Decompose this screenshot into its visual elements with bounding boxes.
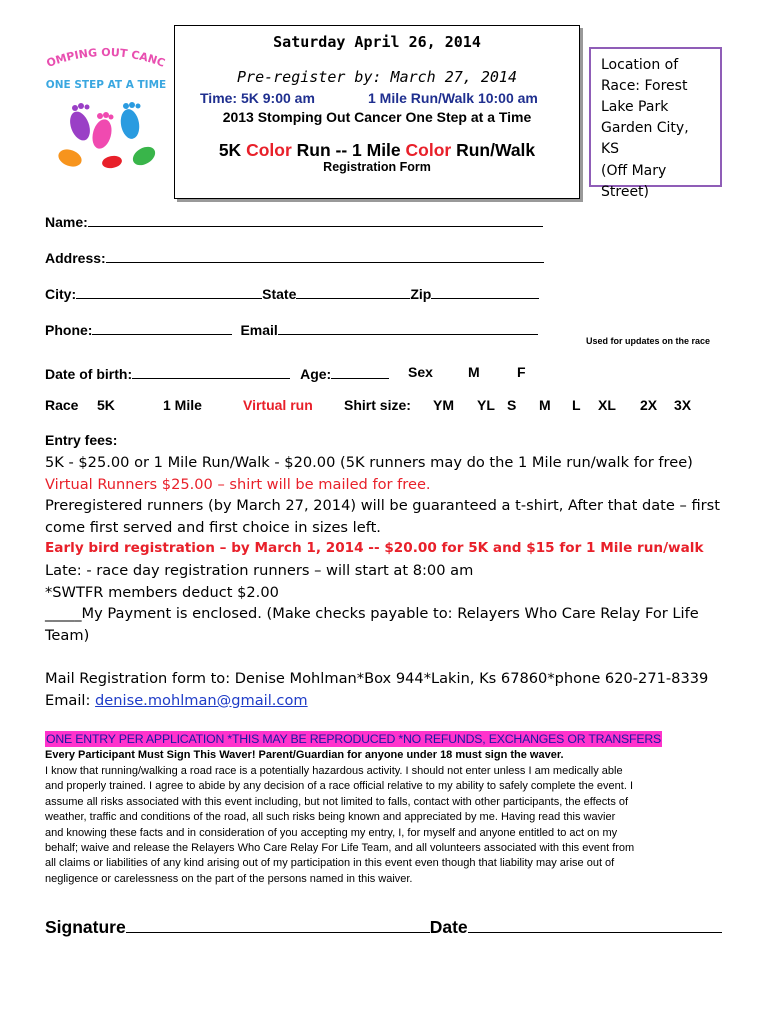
logo-text-top: OMPING OUT CANC: [44, 45, 167, 70]
title-text: Run -- 1 Mile: [291, 140, 406, 160]
title-text: 5K: [218, 140, 247, 160]
waiver-line: behalf; waive and release the Relayers Who Care Relay For Life Team, and all volunteers associated with this event from: [45, 842, 635, 855]
entry-fees-section: [45, 452, 745, 646]
waiver-line: and properly trained. I agree to abide by any decision of a race official relative to my ability to safely complete the event. I: [45, 780, 634, 793]
fees-line-early-bird: Early bird registration – by March 1, 2014 -- $20.00 for 5K and $15 for 1 Mile run/walk: [45, 540, 704, 557]
city-label: City:: [45, 286, 77, 302]
svg-text:STOMPING OUT CANCER: [40, 42, 167, 70]
footprints-logo: [40, 42, 172, 174]
waiver-line: assume all risks associated with this event including, but not limited to falls, contact with other participants, the effects of: [45, 795, 629, 808]
fees-line: Preregistered runners (by March 27, 2014) will be guaranteed a t-shirt, After that date – first: [45, 497, 720, 515]
location-line: Lake Park: [601, 99, 669, 115]
fees-line: Team): [45, 626, 90, 644]
dob-field[interactable]: [132, 364, 290, 379]
location-line: Race: Forest: [601, 78, 688, 94]
date-field[interactable]: [468, 915, 722, 933]
phone-label: Phone:: [45, 322, 93, 338]
location-line: (Off Mary: [601, 163, 667, 179]
shirt-option-2x[interactable]: 2X: [640, 397, 658, 413]
name-row: [45, 212, 543, 230]
shirt-size-label: Shirt size:: [344, 397, 411, 413]
fees-line: Late: - race day registration runners – will start at 8:00 am: [45, 561, 474, 579]
fees-line: *SWTFR members deduct $2.00: [45, 583, 279, 601]
date-label: Date: [429, 917, 468, 937]
email-line: [45, 690, 745, 712]
shirt-option-ym[interactable]: YM: [433, 397, 454, 413]
footprint-icon: [56, 102, 158, 170]
address-field[interactable]: [106, 248, 544, 263]
email-field[interactable]: [278, 320, 538, 335]
mail-section: [45, 668, 745, 711]
location-line: Street): [601, 184, 650, 200]
zip-field[interactable]: [431, 284, 539, 299]
phone-field[interactable]: [92, 320, 232, 335]
signature-field[interactable]: [126, 915, 430, 933]
shirt-option-xl[interactable]: XL: [598, 397, 616, 413]
race-date: Saturday April 26, 2014: [273, 33, 481, 51]
location-line: Location of: [601, 57, 679, 73]
waiver-banner: ONE ENTRY PER APPLICATION *THIS MAY BE REPRODUCED *NO REFUNDS, EXCHANGES OR TRANSFERS: [46, 732, 662, 746]
event-logo: [40, 42, 172, 174]
waiver-text: [45, 764, 735, 887]
waiver-line: and knowing these facts and in consideration of you accepting my entry, I, for myself and anyone entitled to act on my: [45, 826, 618, 839]
shirt-option-m[interactable]: M: [539, 397, 551, 413]
email-note: Used for updates on the race: [586, 336, 711, 346]
mail-line: Mail Registration form to: Denise Mohlman*Box 944*Lakin, Ks 67860*phone 620-271-8339: [45, 670, 709, 687]
location-line: Garden City, KS: [601, 120, 689, 157]
waiver-line: all claims or liabilities of any kind arising out of my participation in this event even though that liability may arise out of: [45, 857, 615, 870]
state-field[interactable]: [296, 284, 410, 299]
shirt-option-l[interactable]: L: [572, 397, 581, 413]
city-row: [45, 284, 539, 302]
age-field[interactable]: [331, 364, 389, 379]
shirt-option-yl[interactable]: YL: [477, 397, 495, 413]
race-option-5k[interactable]: 5K: [97, 397, 115, 413]
dob-row: [45, 364, 389, 382]
logo-text-bottom: ONE STEP AT A TIME: [45, 79, 167, 91]
age-label: Age:: [300, 366, 332, 382]
dob-label: Date of birth:: [45, 366, 133, 382]
title-color-word: Color: [405, 140, 452, 160]
city-field[interactable]: [76, 284, 262, 299]
sex-option-f[interactable]: F: [517, 364, 526, 380]
signature-label: Signature: [45, 917, 126, 937]
shirt-option-3x[interactable]: 3X: [674, 397, 692, 413]
form-subtitle: Registration Form: [323, 160, 431, 174]
waiver-line: I know that running/walking a road race is a potentially hazardous activity. I should not enter unless I am medically able: [45, 765, 623, 777]
race-option-virtual[interactable]: Virtual run: [243, 397, 313, 413]
title-text: Run/Walk: [451, 140, 536, 160]
address-row: [45, 248, 544, 266]
sex-option-m[interactable]: M: [468, 364, 480, 380]
event-name: 2013 Stomping Out Cancer One Step at a Time: [222, 109, 532, 125]
sex-label: Sex: [408, 364, 433, 380]
time-1-mile: 1 Mile Run/Walk 10:00 am: [368, 90, 538, 106]
waiver-line: negligence or carelessness on the part of the persons named in this waiver.: [45, 872, 413, 885]
entry-fees-heading: Entry fees:: [45, 432, 118, 448]
waiver-line: weather, traffic and conditions of the road, all such risks being known and appreciated by me. Having read this wavier: [45, 811, 616, 824]
address-label: Address:: [45, 250, 106, 266]
email-line-label: Email:: [45, 691, 96, 709]
signature-row: [45, 915, 722, 938]
race-label: Race: [45, 397, 79, 413]
shirt-option-s[interactable]: S: [507, 397, 517, 413]
zip-label: Zip: [410, 286, 432, 302]
phone-row: [45, 320, 538, 338]
fees-line-virtual: Virtual Runners $25.00 – shirt will be mailed for free.: [45, 475, 431, 493]
name-label: Name:: [45, 214, 88, 230]
fees-line: 5K - $25.00 or 1 Mile Run/Walk - $20.00 (5K runners may do the 1 Mile run/walk for free): [45, 454, 693, 471]
state-label: State: [262, 286, 297, 302]
race-title: [174, 140, 580, 161]
contact-email-link[interactable]: denise.mohlman@gmail.com: [95, 691, 308, 709]
preregister-deadline: Pre-register by: March 27, 2014: [237, 68, 517, 86]
email-label: Email: [240, 322, 278, 338]
fees-line: come first served and first choice in sizes left.: [45, 518, 381, 536]
fees-line: _____My Payment is enclosed. (Make checks payable to: Relayers Who Care Relay For Life: [45, 605, 699, 623]
location-box: [589, 47, 722, 200]
race-option-1-mile[interactable]: 1 Mile: [163, 397, 202, 413]
name-field[interactable]: [88, 212, 543, 227]
waiver-heading: Every Participant Must Sign This Waver! Parent/Guardian for anyone under 18 must sign the waver.: [45, 749, 564, 761]
title-color-word: Color: [246, 140, 292, 160]
time-5k: Time: 5K 9:00 am: [200, 90, 315, 106]
